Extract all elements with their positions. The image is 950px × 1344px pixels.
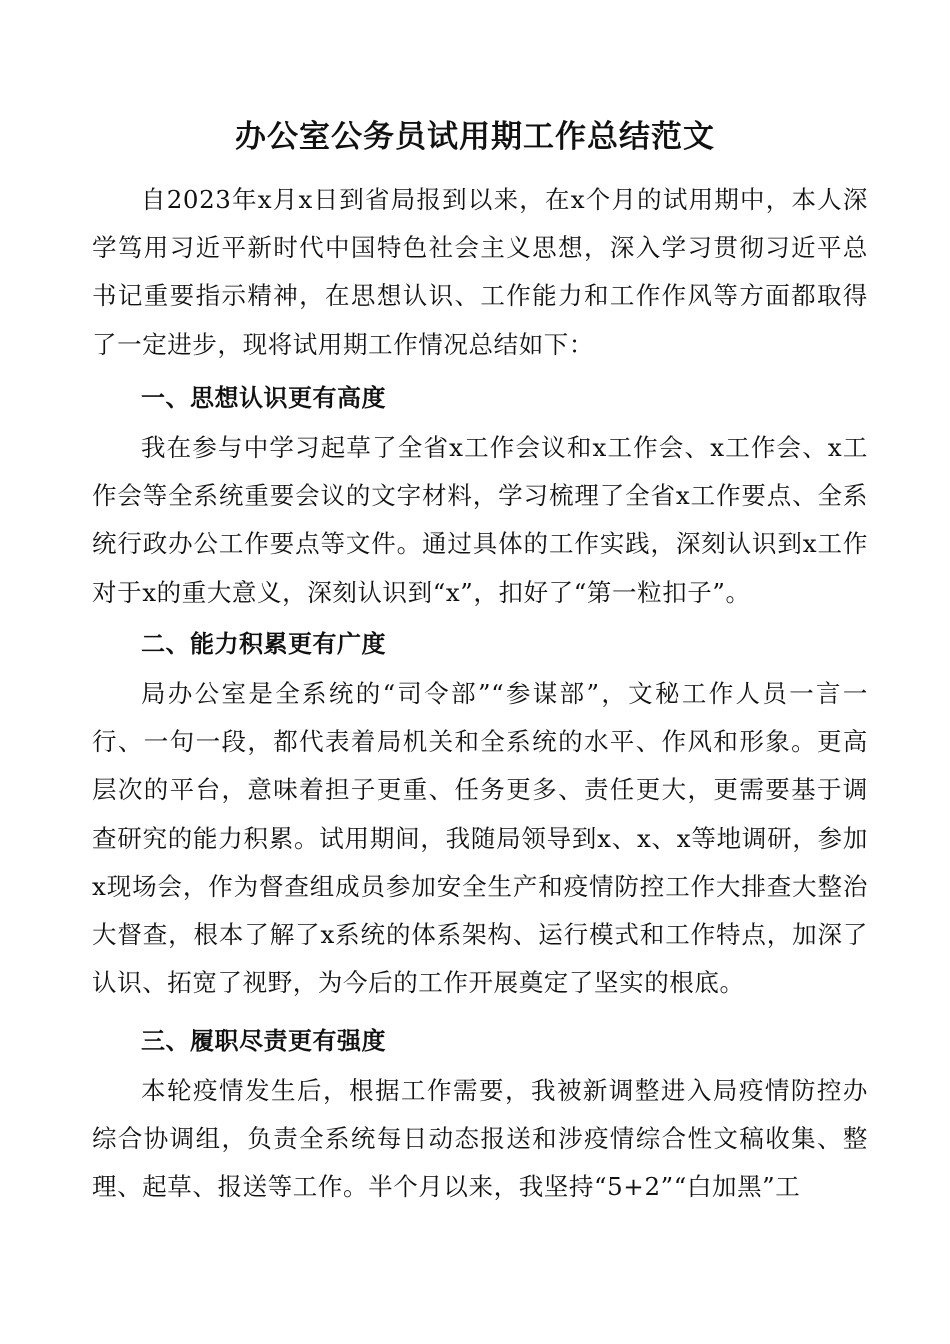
section-body-3: 本轮疫情发生后，根据工作需要，我被新调整进入局疫情防控办综合协调组，负责全系统每日动态报送和涉疫情综合性文稿收集、整理、起草、报送等工作。半个月以来，我坚持“5+2”“白加黑”工 (92, 1076, 868, 1202)
section-heading-2: 二、能力积累更有广度 (141, 630, 386, 658)
section-body-2: 局办公室是全系统的“司令部”“参谋部”，文秘工作人员一言一行、一句一段，都代表着局机关和全系统的水平、作风和形象。更高层次的平台，意味着担子更重、任务更多、责任更大，更需要基于调查研究的能力积累。试用期间，我随局领导到x、x、x等地调研，参加x现场会，作为督查组成员参加安全生产和疫情防控工作大排查大整治大督查，根本了解了x系统的体系架构、运行模式和工作特点，加深了认识、拓宽了视野，为今后的工作开展奠定了坚实的根底。 (92, 679, 868, 998)
section-heading-3: 三、履职尽责更有强度 (141, 1027, 386, 1055)
section-body-1: 我在参与中学习起草了全省x工作会议和x工作会、x工作会、x工作会等全系统重要会议的文字材料，学习梳理了全省x工作要点、全系统行政办公工作要点等文件。通过具体的工作实践，深刻认识到x工作对于x的重大意义，深刻认识到“x”，扣好了“第一粒扣子”。 (92, 433, 868, 607)
document-title: 办公室公务员试用期工作总结范文 (235, 119, 715, 155)
intro-paragraph: 自2023年x月x日到省局报到以来，在x个月的试用期中，本人深学笃用习近平新时代中国特色社会主义思想，深入学习贯彻习近平总书记重要指示精神，在思想认识、工作能力和工作作风等方面都取得了一定进步，现将试用期工作情况总结如下： (92, 185, 868, 359)
section-heading-1: 一、思想认识更有高度 (141, 384, 386, 412)
